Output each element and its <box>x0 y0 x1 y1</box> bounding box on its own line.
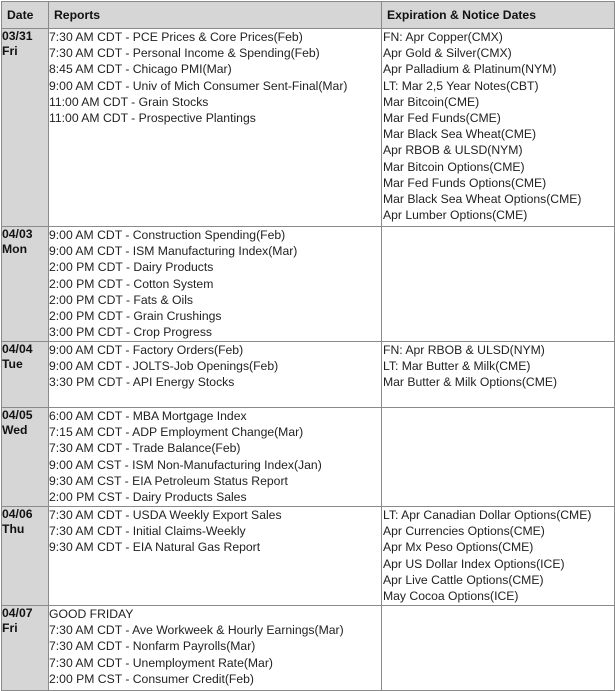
expiration-cell <box>382 227 615 342</box>
report-item: 7:30 AM CDT - Trade Balance(Feb) <box>49 441 241 456</box>
date-cell <box>2 342 49 408</box>
report-item: 9:00 AM CST - ISM Non-Manufacturing Index(Jan) <box>49 457 322 472</box>
expiration-item: Apr Gold & Silver(CMX) <box>383 46 512 61</box>
report-item: 9:30 AM CST - EIA Petroleum Status Report <box>49 473 288 488</box>
report-item: 9:30 AM CDT - EIA Natural Gas Report <box>49 540 261 555</box>
expiration-item: LT: Apr Canadian Dollar Options(CME) <box>383 508 592 522</box>
header-expiration: Expiration & Notice Dates <box>382 2 615 29</box>
table-row <box>2 29 615 227</box>
report-item: 9:00 AM CDT - Univ of Mich Consumer Sent-Final(Mar) <box>49 78 348 93</box>
day-of-week: Thu <box>2 522 25 536</box>
expiration-item: Apr Lumber Options(CME) <box>383 208 528 223</box>
expiration-item: Apr Live Cattle Options(CME) <box>383 572 544 587</box>
day-of-week: Tue <box>2 357 23 371</box>
header-reports: Reports <box>49 2 382 29</box>
expiration-item: FN: Apr RBOB & ULSD(NYM) <box>383 343 545 357</box>
expiration-item: FN: Apr Copper(CMX) <box>383 30 503 44</box>
report-item: 3:00 PM CDT - Crop Progress <box>49 325 213 340</box>
report-item: 2:00 PM CDT - Cotton System <box>49 276 214 291</box>
expiration-item: Mar Fed Funds Options(CME) <box>383 175 547 190</box>
expiration-cell <box>382 29 615 227</box>
report-item: 9:00 AM CDT - ISM Manufacturing Index(Mar) <box>49 244 298 259</box>
report-item: 3:30 PM CDT - API Energy Stocks <box>49 375 235 390</box>
expiration-cell <box>382 507 615 606</box>
report-item: 9:00 AM CDT - Factory Orders(Feb) <box>49 343 244 357</box>
date-cell <box>2 29 49 227</box>
expiration-item: Mar Butter & Milk Options(CME) <box>383 375 558 390</box>
report-item: 2:00 PM CST - Consumer Credit(Feb) <box>49 671 254 686</box>
expiration-item: Mar Bitcoin Options(CME) <box>383 159 525 174</box>
day-of-week: Fri <box>2 621 18 635</box>
expiration-item: Apr Palladium & Platinum(NYM) <box>383 62 557 77</box>
report-item: 7:30 AM CDT - Initial Claims-Weekly <box>49 524 246 539</box>
reports-cell <box>49 227 382 342</box>
economic-calendar-table <box>1 1 615 691</box>
report-item: 7:30 AM CDT - Unemployment Rate(Mar) <box>49 655 273 670</box>
date-cell <box>2 507 49 606</box>
report-item: 9:00 AM CDT - JOLTS-Job Openings(Feb) <box>49 359 279 374</box>
report-item: 7:30 AM CDT - PCE Prices & Core Prices(Feb) <box>49 30 303 44</box>
date-cell <box>2 408 49 507</box>
expiration-item: May Cocoa Options(ICE) <box>383 588 519 603</box>
expiration-item: Apr RBOB & ULSD(NYM) <box>383 143 523 158</box>
table-row <box>2 408 615 507</box>
report-item: 7:30 AM CDT - Nonfarm Payrolls(Mar) <box>49 639 256 654</box>
calendar-body <box>2 29 615 691</box>
report-item: GOOD FRIDAY <box>49 607 134 621</box>
expiration-item: LT: Mar 2,5 Year Notes(CBT) <box>383 78 539 93</box>
date-cell <box>2 227 49 342</box>
date-value: 04/07 <box>2 606 33 620</box>
report-item: 9:00 AM CDT - Construction Spending(Feb) <box>49 228 286 242</box>
expiration-cell <box>382 342 615 408</box>
day-of-week: Fri <box>2 44 18 58</box>
report-item: 7:15 AM CDT - ADP Employment Change(Mar) <box>49 425 304 440</box>
expiration-cell <box>382 606 615 691</box>
reports-cell <box>49 408 382 507</box>
table-row <box>2 606 615 691</box>
report-item: 6:00 AM CDT - MBA Mortgage Index <box>49 409 247 423</box>
date-value: 04/05 <box>2 408 33 422</box>
expiration-cell <box>382 408 615 507</box>
table-row <box>2 342 615 408</box>
expiration-item: Mar Fed Funds(CME) <box>383 110 501 125</box>
date-value: 04/03 <box>2 227 33 241</box>
day-of-week: Mon <box>2 242 28 256</box>
reports-cell <box>49 606 382 691</box>
expiration-item: Apr US Dollar Index Options(ICE) <box>383 556 565 571</box>
report-item: 2:00 PM CDT - Dairy Products <box>49 260 214 275</box>
report-item: 7:30 AM CDT - Ave Workweek & Hourly Earnings(Mar) <box>49 623 344 638</box>
report-item: 2:00 PM CDT - Fats & Oils <box>49 292 194 307</box>
header-date: Date <box>2 2 49 29</box>
date-value: 03/31 <box>2 29 33 43</box>
report-item: 2:00 PM CDT - Grain Crushings <box>49 308 222 323</box>
date-value: 04/06 <box>2 507 33 521</box>
date-value: 04/04 <box>2 342 33 356</box>
reports-cell <box>49 342 382 408</box>
expiration-item: LT: Mar Butter & Milk(CME) <box>383 359 531 374</box>
expiration-item: Apr Currencies Options(CME) <box>383 524 545 539</box>
expiration-item: Mar Black Sea Wheat Options(CME) <box>383 191 582 206</box>
table-row <box>2 227 615 342</box>
day-of-week: Wed <box>2 423 28 437</box>
expiration-item: Apr Mx Peso Options(CME) <box>383 540 534 555</box>
reports-cell <box>49 507 382 606</box>
expiration-item: Mar Bitcoin(CME) <box>383 94 480 109</box>
expiration-item: Mar Black Sea Wheat(CME) <box>383 127 537 142</box>
header-row <box>2 2 615 29</box>
report-item: 7:30 AM CDT - USDA Weekly Export Sales <box>49 508 282 522</box>
date-cell <box>2 606 49 691</box>
table-row <box>2 507 615 606</box>
report-item: 11:00 AM CDT - Grain Stocks <box>49 94 209 109</box>
report-item: 7:30 AM CDT - Personal Income & Spending(Feb) <box>49 46 320 61</box>
reports-cell <box>49 29 382 227</box>
report-item: 8:45 AM CDT - Chicago PMI(Mar) <box>49 62 232 77</box>
report-item: 11:00 AM CDT - Prospective Plantings <box>49 110 256 125</box>
report-item: 2:00 PM CST - Dairy Products Sales <box>49 489 247 504</box>
